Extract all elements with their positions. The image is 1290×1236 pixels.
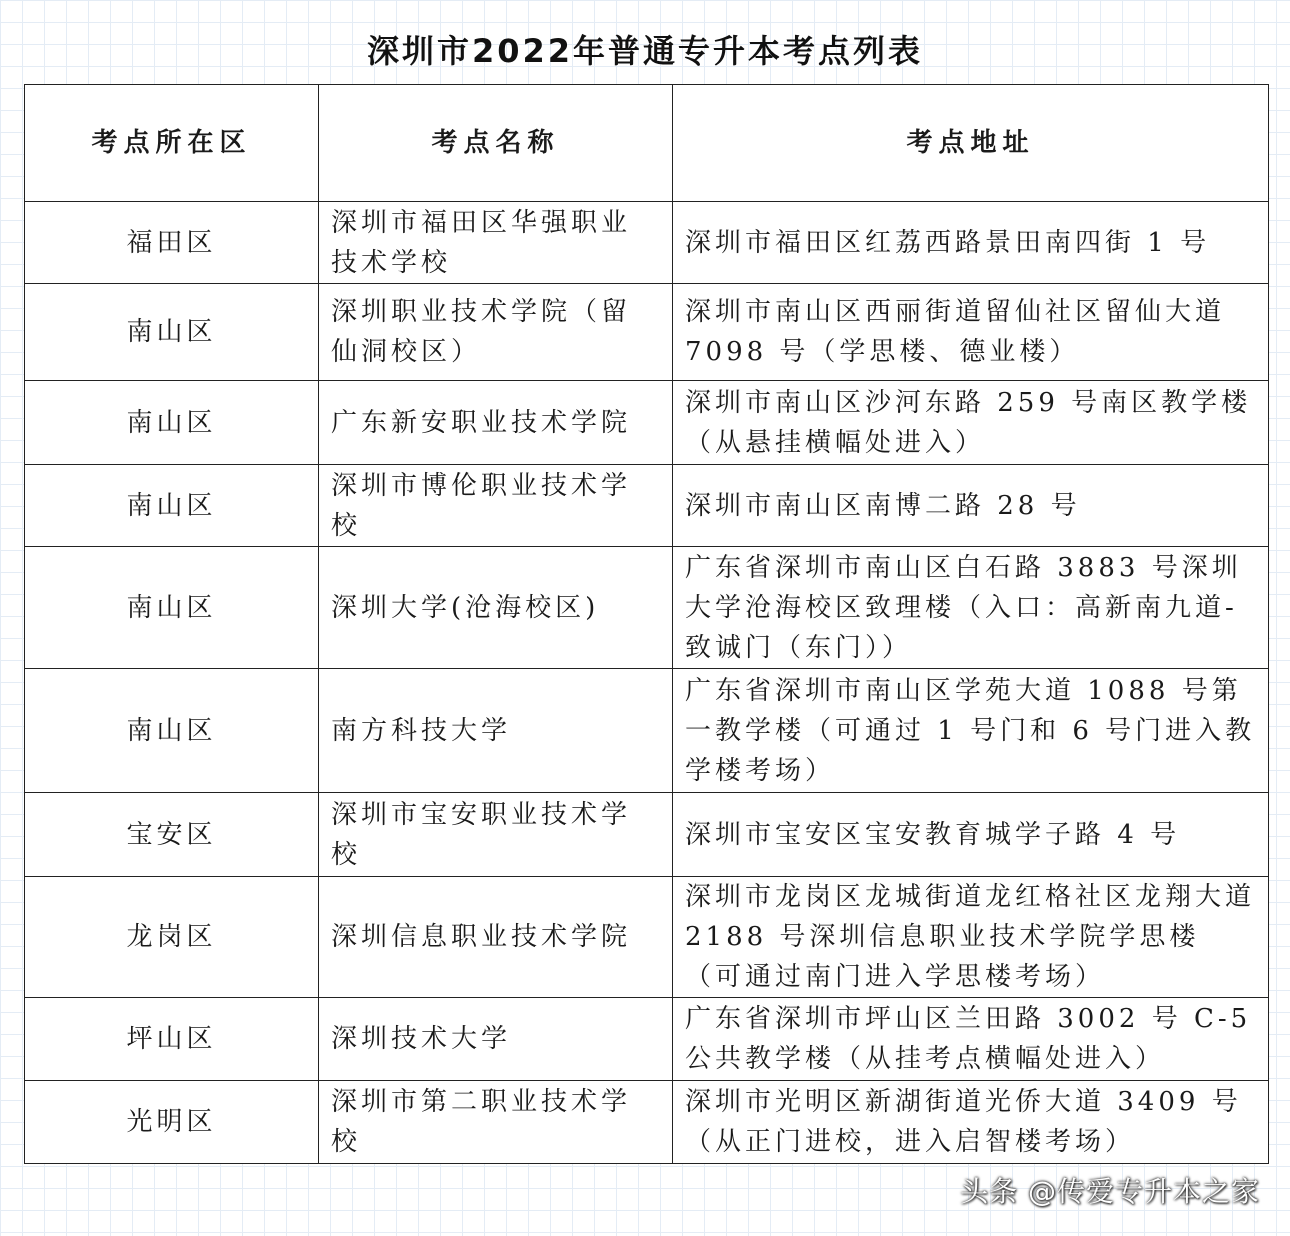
cell-address: 深圳市龙岗区龙城街道龙红格社区龙翔大道 2188 号深圳信息职业技术学院学思楼（可通过南门进入学思楼考场） [673, 877, 1269, 998]
cell-address: 深圳市南山区沙河东路 259 号南区教学楼（从悬挂横幅处进入） [673, 381, 1269, 465]
table-row [25, 547, 1269, 669]
cell-name: 南方科技大学 [319, 669, 673, 793]
table-row [25, 465, 1269, 547]
cell-district: 坪山区 [25, 998, 319, 1081]
header-name: 考点名称 [319, 85, 673, 202]
table-row [25, 669, 1269, 793]
table-row [25, 284, 1269, 381]
table-row [25, 998, 1269, 1081]
header-district: 考点所在区 [25, 85, 319, 202]
cell-name: 深圳职业技术学院（留仙洞校区） [319, 284, 673, 381]
table-row [25, 381, 1269, 465]
cell-district: 南山区 [25, 465, 319, 547]
cell-name: 深圳信息职业技术学院 [319, 877, 673, 998]
table-header-row [25, 85, 1269, 202]
cell-address: 深圳市宝安区宝安教育城学子路 4 号 [673, 793, 1269, 877]
cell-district: 宝安区 [25, 793, 319, 877]
cell-district: 南山区 [25, 284, 319, 381]
cell-district: 南山区 [25, 547, 319, 669]
cell-name: 深圳大学(沧海校区) [319, 547, 673, 669]
exam-site-table [24, 84, 1269, 1164]
table-row [25, 877, 1269, 998]
cell-address: 深圳市南山区南博二路 28 号 [673, 465, 1269, 547]
cell-name: 深圳市第二职业技术学校 [319, 1081, 673, 1164]
header-address: 考点地址 [673, 85, 1269, 202]
cell-district: 南山区 [25, 669, 319, 793]
table-row [25, 202, 1269, 284]
cell-name: 深圳市福田区华强职业技术学校 [319, 202, 673, 284]
cell-district: 福田区 [25, 202, 319, 284]
table-row [25, 1081, 1269, 1164]
cell-name: 深圳市宝安职业技术学校 [319, 793, 673, 877]
cell-address: 深圳市南山区西丽街道留仙社区留仙大道 7098 号（学思楼、德业楼） [673, 284, 1269, 381]
watermark-text: 头条 @传爱专升本之家 [960, 1175, 1260, 1208]
cell-address: 深圳市福田区红荔西路景田南四街 1 号 [673, 202, 1269, 284]
cell-name: 深圳技术大学 [319, 998, 673, 1081]
cell-district: 龙岗区 [25, 877, 319, 998]
cell-name: 深圳市博伦职业技术学校 [319, 465, 673, 547]
table-row [25, 793, 1269, 877]
page-title: 深圳市2022年普通专升本考点列表 [366, 32, 924, 70]
cell-address: 广东省深圳市坪山区兰田路 3002 号 C-5 公共教学楼（从挂考点横幅处进入） [673, 998, 1269, 1081]
cell-address: 广东省深圳市南山区白石路 3883 号深圳大学沧海校区致理楼（入口：高新南九道-致诚门（东门）） [673, 547, 1269, 669]
cell-district: 光明区 [25, 1081, 319, 1164]
cell-address: 深圳市光明区新湖街道光侨大道 3409 号（从正门进校，进入启智楼考场） [673, 1081, 1269, 1164]
cell-address: 广东省深圳市南山区学苑大道 1088 号第一教学楼（可通过 1 号门和 6 号门进入教学楼考场） [673, 669, 1269, 793]
cell-district: 南山区 [25, 381, 319, 465]
cell-name: 广东新安职业技术学院 [319, 381, 673, 465]
